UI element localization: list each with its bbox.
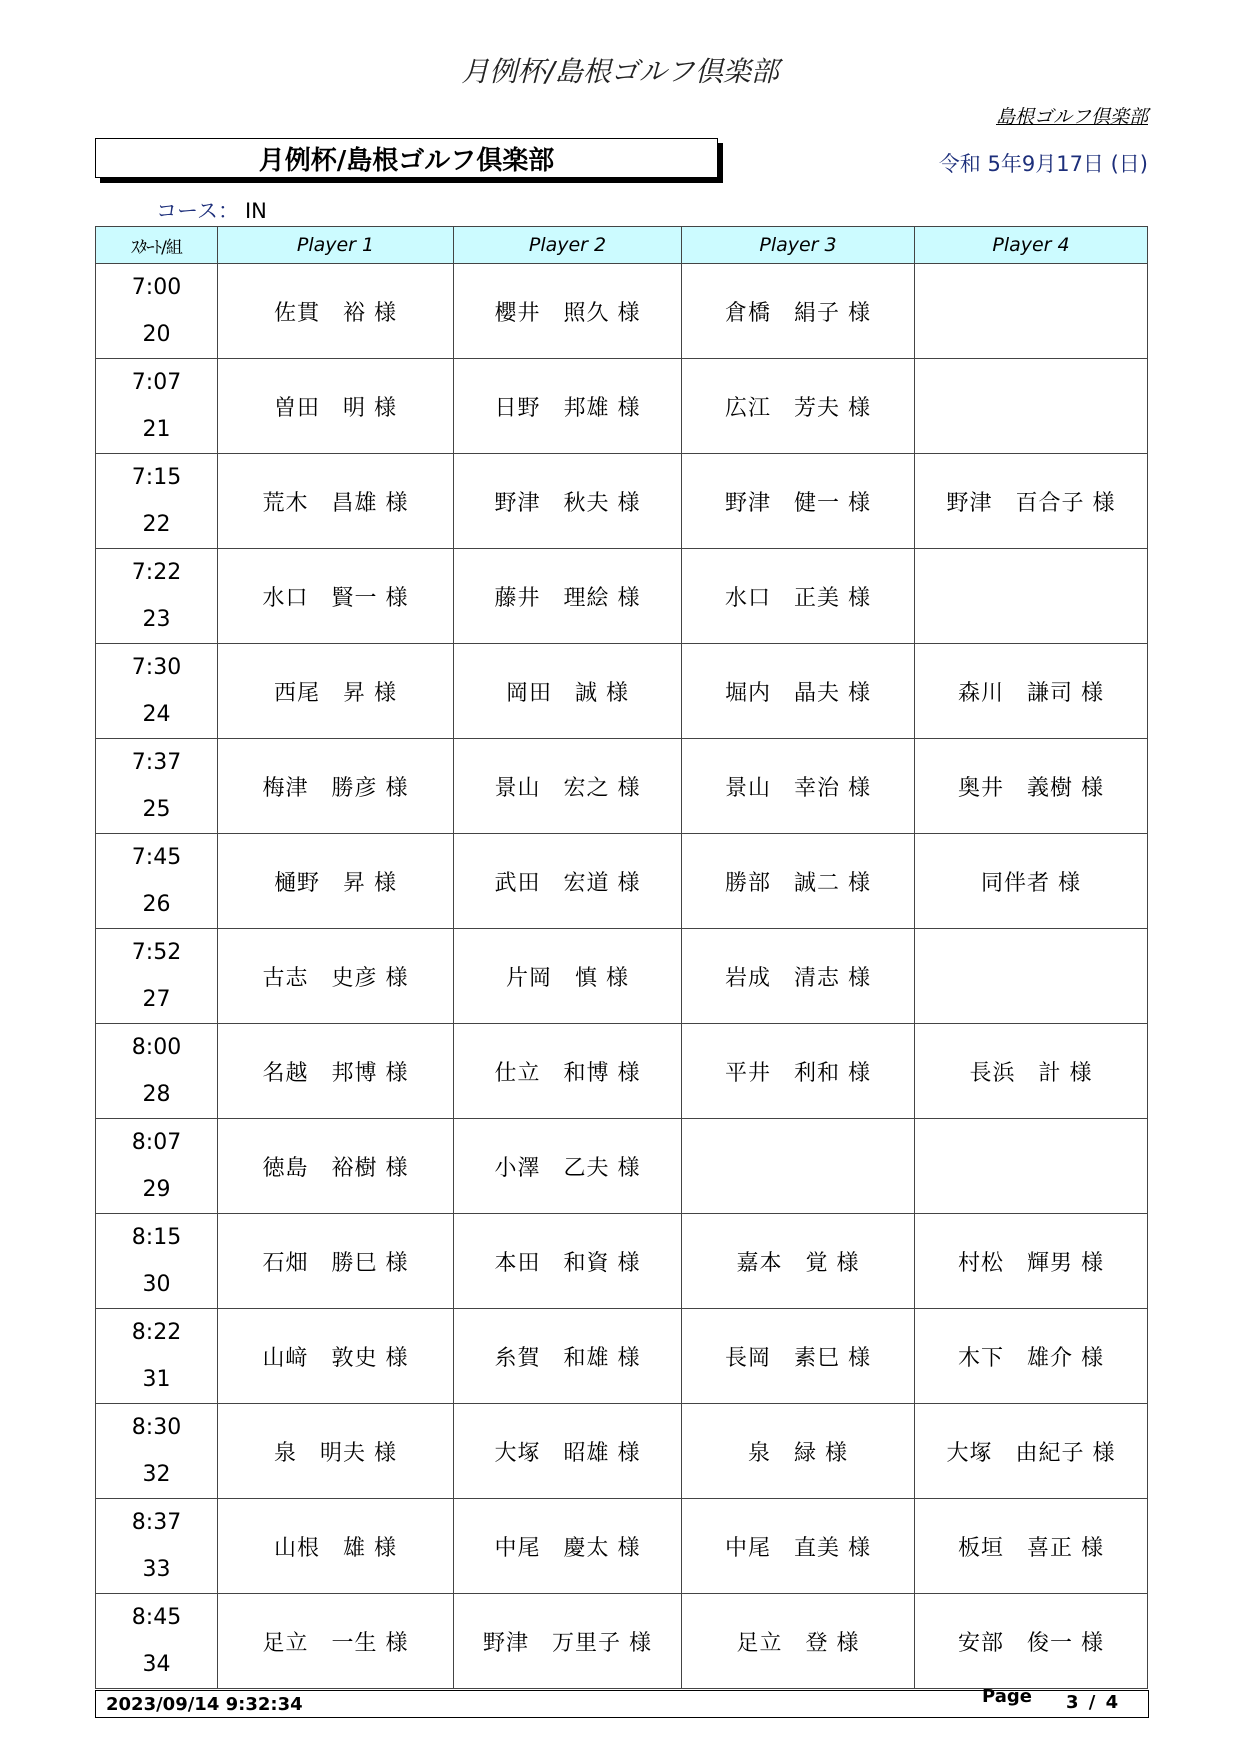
player-3-name: 中尾 直美 様 xyxy=(725,1535,871,1561)
player-cell xyxy=(454,1119,682,1214)
player-cell xyxy=(915,1309,1148,1404)
player-2-name: 仕立 和博 様 xyxy=(494,1060,641,1086)
player-4-name: 大塚 由紀子 様 xyxy=(946,1440,1116,1466)
table-header-row xyxy=(96,227,1148,264)
start-time-group-cell xyxy=(96,1309,218,1404)
start-time-group-cell xyxy=(96,549,218,644)
start-time-group-cell xyxy=(96,1024,218,1119)
player-4-name: 村松 輝男 様 xyxy=(958,1250,1104,1276)
group-number: 20 xyxy=(142,322,171,347)
player-cell xyxy=(682,1024,915,1119)
player-cell xyxy=(454,264,682,359)
table-row xyxy=(96,834,1148,929)
start-time-group-cell xyxy=(96,359,218,454)
player-cell xyxy=(915,739,1148,834)
player-2-name: 野津 万里子 様 xyxy=(483,1630,652,1656)
player-3-name: 倉橋 絹子 様 xyxy=(725,300,871,326)
player-3-name: 平井 利和 様 xyxy=(725,1060,871,1086)
player-1-name: 曽田 明 様 xyxy=(274,395,397,421)
start-time: 7:00 xyxy=(131,275,182,300)
schedule-body xyxy=(96,264,1148,1689)
player-cell xyxy=(454,1024,682,1119)
player-cell xyxy=(218,549,454,644)
table-row xyxy=(96,929,1148,1024)
player-cell xyxy=(454,549,682,644)
group-number: 24 xyxy=(142,702,171,727)
header-player-3: Player 3 xyxy=(682,227,915,264)
table-row xyxy=(96,1214,1148,1309)
player-cell xyxy=(218,929,454,1024)
start-time: 8:22 xyxy=(131,1320,182,1345)
table-row xyxy=(96,1024,1148,1119)
player-cell xyxy=(682,834,915,929)
table-row xyxy=(96,454,1148,549)
player-cell xyxy=(915,264,1148,359)
table-row xyxy=(96,644,1148,739)
player-3-name: 足立 登 様 xyxy=(736,1630,860,1656)
player-cell xyxy=(682,549,915,644)
player-1-name: 荒木 昌雄 様 xyxy=(262,490,409,516)
player-4-name: 野津 百合子 様 xyxy=(946,490,1116,516)
player-2-name: 日野 邦雄 様 xyxy=(494,395,641,421)
player-3-name: 嘉本 覚 様 xyxy=(736,1250,860,1276)
player-2-name: 片岡 慎 様 xyxy=(506,965,629,991)
player-1-name: 梅津 勝彦 様 xyxy=(262,775,409,801)
header-start-group: ｽﾀｰﾄ/組 xyxy=(96,227,218,264)
player-cell xyxy=(218,1024,454,1119)
group-number: 25 xyxy=(142,797,171,822)
course-info xyxy=(156,195,267,225)
start-time: 8:30 xyxy=(131,1415,182,1440)
start-time-group-cell xyxy=(96,1499,218,1594)
start-time-group-cell xyxy=(96,1214,218,1309)
player-2-name: 小澤 乙夫 様 xyxy=(494,1155,641,1181)
player-1-name: 山﨑 敦史 様 xyxy=(262,1345,409,1371)
player-cell xyxy=(682,454,915,549)
player-2-name: 中尾 慶太 様 xyxy=(494,1535,641,1561)
player-4-name: 奥井 義樹 様 xyxy=(958,775,1104,801)
player-cell xyxy=(915,1499,1148,1594)
start-time-group-cell xyxy=(96,644,218,739)
player-cell xyxy=(682,1119,915,1214)
player-cell xyxy=(454,1499,682,1594)
player-cell xyxy=(682,644,915,739)
player-cell xyxy=(218,1309,454,1404)
player-cell xyxy=(454,834,682,929)
player-cell xyxy=(682,1214,915,1309)
player-3-name: 広江 芳夫 様 xyxy=(725,395,871,421)
player-cell xyxy=(218,1499,454,1594)
player-cell xyxy=(915,1024,1148,1119)
group-number: 32 xyxy=(142,1462,171,1487)
player-2-name: 武田 宏道 様 xyxy=(494,870,641,896)
player-cell xyxy=(454,359,682,454)
player-4-name: 安部 俊一 様 xyxy=(958,1630,1104,1656)
player-4-name: 木下 雄介 様 xyxy=(958,1345,1104,1371)
player-cell xyxy=(682,1594,915,1689)
player-cell xyxy=(218,264,454,359)
player-2-name: 岡田 誠 様 xyxy=(506,680,629,706)
player-cell xyxy=(218,1404,454,1499)
player-cell xyxy=(218,1214,454,1309)
player-1-name: 足立 一生 様 xyxy=(262,1630,409,1656)
start-time: 8:15 xyxy=(131,1225,182,1250)
group-number: 21 xyxy=(142,417,171,442)
start-time-group-cell xyxy=(96,264,218,359)
player-cell xyxy=(218,834,454,929)
player-cell xyxy=(682,1309,915,1404)
player-3-name: 岩成 清志 様 xyxy=(725,965,871,991)
group-number: 34 xyxy=(142,1652,171,1677)
player-cell xyxy=(218,1119,454,1214)
player-4-name: 長浜 計 様 xyxy=(969,1060,1093,1086)
player-cell xyxy=(218,1594,454,1689)
player-4-name: 同伴者 様 xyxy=(981,870,1081,896)
player-3-name: 野津 健一 様 xyxy=(725,490,871,516)
start-time: 8:00 xyxy=(131,1035,182,1060)
event-date: 令和 5年9月17日 (日) xyxy=(938,152,1148,176)
start-time: 7:45 xyxy=(131,845,182,870)
player-cell xyxy=(454,739,682,834)
player-cell xyxy=(454,1309,682,1404)
group-number: 26 xyxy=(142,892,171,917)
player-1-name: 徳島 裕樹 様 xyxy=(262,1155,409,1181)
start-time-group-cell xyxy=(96,1404,218,1499)
header-player-1: Player 1 xyxy=(218,227,454,264)
player-cell xyxy=(454,454,682,549)
header-player-4: Player 4 xyxy=(915,227,1148,264)
group-number: 33 xyxy=(142,1557,171,1582)
start-time: 7:22 xyxy=(131,560,182,585)
start-time-group-cell xyxy=(96,739,218,834)
player-cell xyxy=(682,1404,915,1499)
player-2-name: 野津 秋夫 様 xyxy=(494,490,641,516)
player-1-name: 山根 雄 様 xyxy=(274,1535,397,1561)
player-cell xyxy=(682,264,915,359)
table-row xyxy=(96,264,1148,359)
start-time-group-cell xyxy=(96,1594,218,1689)
player-4-name: 板垣 喜正 様 xyxy=(958,1535,1104,1561)
start-time: 8:37 xyxy=(131,1510,182,1535)
player-cell xyxy=(682,739,915,834)
table-row xyxy=(96,1119,1148,1214)
table-row xyxy=(96,739,1148,834)
group-number: 27 xyxy=(142,987,171,1012)
player-3-name: 長岡 素巳 様 xyxy=(725,1345,871,1371)
player-cell xyxy=(682,1499,915,1594)
course-label: コース： xyxy=(156,199,239,223)
start-time-group-cell xyxy=(96,454,218,549)
player-cell xyxy=(915,1214,1148,1309)
start-time: 8:45 xyxy=(131,1605,182,1630)
organization-name: 島根ゴルフ倶楽部 xyxy=(995,106,1148,128)
player-1-name: 石畑 勝巳 様 xyxy=(262,1250,409,1276)
player-cell xyxy=(454,1404,682,1499)
start-time: 7:07 xyxy=(131,370,182,395)
start-time-group-cell xyxy=(96,1119,218,1214)
player-cell xyxy=(218,359,454,454)
player-cell xyxy=(454,1594,682,1689)
course-value: IN xyxy=(244,199,267,223)
player-cell xyxy=(915,359,1148,454)
player-cell xyxy=(218,454,454,549)
player-3-name: 堀内 晶夫 様 xyxy=(725,680,871,706)
event-title-box xyxy=(95,138,718,178)
table-row xyxy=(96,359,1148,454)
player-4-name: 森川 謙司 様 xyxy=(958,680,1104,706)
player-cell xyxy=(682,359,915,454)
group-number: 31 xyxy=(142,1367,171,1392)
player-1-name: 西尾 昇 様 xyxy=(274,680,397,706)
player-cell xyxy=(454,1214,682,1309)
group-number: 22 xyxy=(142,512,171,537)
group-number: 30 xyxy=(142,1272,171,1297)
start-time: 7:52 xyxy=(131,940,182,965)
player-cell xyxy=(682,929,915,1024)
table-row xyxy=(96,1594,1148,1689)
player-2-name: 本田 和資 様 xyxy=(494,1250,641,1276)
group-number: 29 xyxy=(142,1177,171,1202)
player-1-name: 佐貫 裕 様 xyxy=(274,300,397,326)
start-time-group-cell xyxy=(96,834,218,929)
start-time-group-cell xyxy=(96,929,218,1024)
printed-timestamp: 2023/09/14 9:32:34 xyxy=(106,1694,303,1715)
player-2-name: 櫻井 照久 様 xyxy=(494,300,641,326)
table-row xyxy=(96,1309,1148,1404)
player-cell xyxy=(218,739,454,834)
player-cell xyxy=(454,929,682,1024)
start-schedule-table xyxy=(95,226,1148,1689)
page-label: Page xyxy=(982,1686,1032,1707)
player-2-name: 藤井 理絵 様 xyxy=(494,585,641,611)
table-row xyxy=(96,549,1148,644)
player-cell xyxy=(915,1119,1148,1214)
player-3-name: 水口 正美 様 xyxy=(725,585,871,611)
start-time: 7:15 xyxy=(131,465,182,490)
start-time: 7:30 xyxy=(131,655,182,680)
group-number: 28 xyxy=(142,1082,171,1107)
event-title: 月例杯/島根ゴルフ倶楽部 xyxy=(258,145,555,176)
player-3-name: 景山 幸治 様 xyxy=(725,775,871,801)
player-1-name: 泉 明夫 様 xyxy=(274,1440,397,1466)
player-cell xyxy=(915,834,1148,929)
player-cell xyxy=(454,644,682,739)
player-cell xyxy=(915,1594,1148,1689)
header-player-2: Player 2 xyxy=(454,227,682,264)
page-footer xyxy=(95,1686,1149,1718)
player-2-name: 糸賀 和雄 様 xyxy=(494,1345,641,1371)
player-1-name: 古志 史彦 様 xyxy=(262,965,409,991)
player-cell xyxy=(915,929,1148,1024)
page-number: 3 / 4 xyxy=(1066,1692,1119,1713)
player-1-name: 水口 賢一 様 xyxy=(262,585,409,611)
player-1-name: 樋野 昇 様 xyxy=(274,870,397,896)
player-3-name: 泉 緑 様 xyxy=(748,1440,848,1466)
player-3-name: 勝部 誠二 様 xyxy=(725,870,871,896)
table-row xyxy=(96,1499,1148,1594)
player-cell xyxy=(915,454,1148,549)
table-row xyxy=(96,1404,1148,1499)
player-cell xyxy=(915,644,1148,739)
player-cell xyxy=(218,644,454,739)
player-cell xyxy=(915,549,1148,644)
player-2-name: 景山 宏之 様 xyxy=(494,775,641,801)
player-cell xyxy=(915,1404,1148,1499)
document-title: 月例杯/島根ゴルフ倶楽部 xyxy=(461,55,779,88)
group-number: 23 xyxy=(142,607,171,632)
player-2-name: 大塚 昭雄 様 xyxy=(494,1440,641,1466)
start-time: 8:07 xyxy=(131,1130,182,1155)
start-time: 7:37 xyxy=(131,750,182,775)
player-1-name: 名越 邦博 様 xyxy=(262,1060,409,1086)
